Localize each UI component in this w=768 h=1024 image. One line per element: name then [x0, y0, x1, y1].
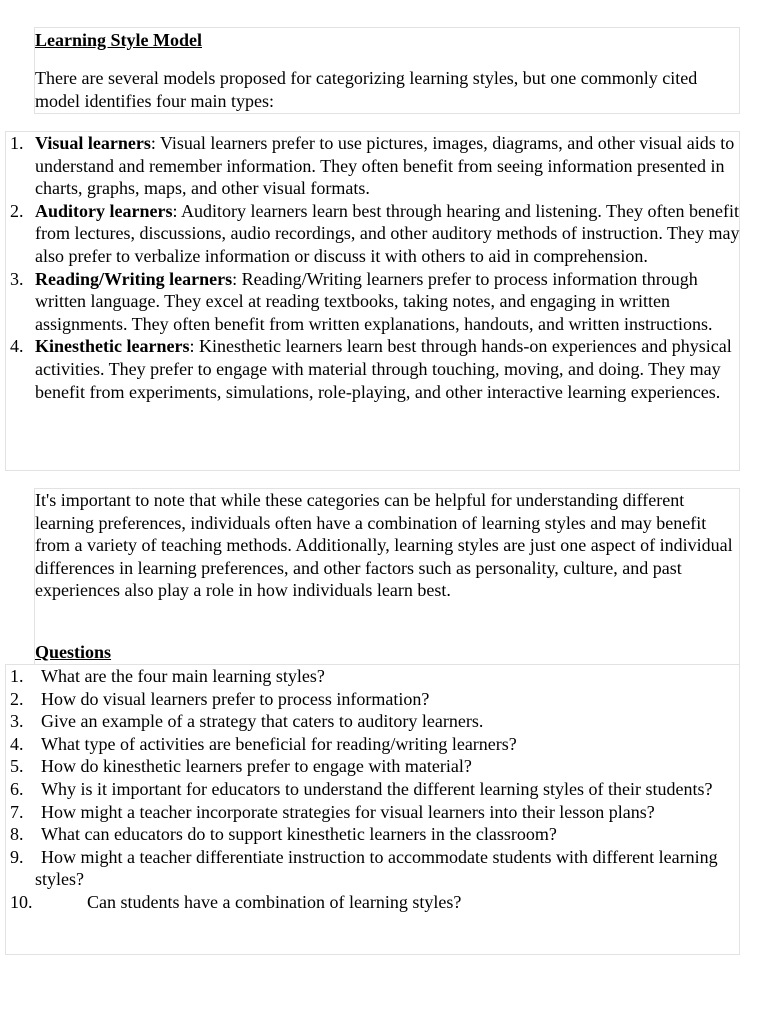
question-text: Why is it important for educators to understand the different learning styles of their students?	[41, 778, 713, 799]
question-number: 3.	[10, 711, 24, 732]
style-name: Auditory learners	[35, 200, 173, 221]
list-item	[0, 846, 740, 891]
question-number: 1.	[10, 666, 24, 686]
note-paragraph: It's important to note that while these categories can be helpful for understanding different learning preferences, individuals often have a combination of learning styles and may benefit from a variety of teaching methods. Additionally, learning styles are just one aspect of individual differences in learning preferences, and other factors such as personality, culture, and past experiences also play a role in how individuals learn best.	[35, 490, 733, 601]
list-item	[0, 778, 740, 801]
question-number: 2.	[10, 688, 24, 709]
style-description: : Kinesthetic learners learn best through hands-on experiences and physical activities. They prefer to engage with material through touching, moving, and doing. They may benefit from experiments, simulations, role-playing, and other interactive learning experiences.	[35, 336, 732, 402]
list-item	[0, 132, 740, 200]
item-number: 4.	[10, 336, 24, 357]
list-item	[0, 710, 740, 733]
style-description: : Visual learners prefer to use pictures, images, diagrams, and other visual aids to understand and remember information. They often benefit from seeing information presented in charts, graphs, maps, and other visual formats.	[35, 133, 735, 199]
question-text: What are the four main learning styles?	[41, 666, 325, 686]
question-text: How might a teacher differentiate instruction to accommodate students with different learning styles?	[35, 846, 718, 890]
list-item	[0, 891, 740, 914]
list-item	[0, 335, 740, 403]
style-name: Reading/Writing learners	[35, 268, 233, 289]
question-text: Can students have a combination of learning styles?	[87, 891, 462, 912]
questions-heading: Questions	[35, 642, 112, 662]
item-number: 1.	[10, 133, 24, 153]
question-text: How do visual learners prefer to process information?	[41, 688, 430, 709]
learning-styles-list	[0, 132, 740, 403]
list-item	[0, 200, 740, 268]
item-number: 3.	[10, 268, 24, 289]
question-number: 8.	[10, 824, 24, 845]
style-name: Visual learners	[35, 133, 151, 153]
item-number: 2.	[10, 200, 24, 221]
question-text: What can educators do to support kinesthetic learners in the classroom?	[41, 824, 557, 845]
list-item	[0, 801, 740, 824]
question-number: 9.	[10, 846, 24, 867]
question-number: 6.	[10, 778, 24, 799]
question-text: Give an example of a strategy that caters to auditory learners.	[41, 711, 484, 732]
question-number: 5.	[10, 756, 24, 777]
question-text: What type of activities are beneficial for reading/writing learners?	[41, 733, 517, 754]
list-item	[0, 688, 740, 711]
style-name: Kinesthetic learners	[35, 336, 190, 357]
document-title: Learning Style Model	[35, 30, 202, 50]
style-description: : Reading/Writing learners prefer to process information through written language. They excel at reading textbooks, taking notes, and engaging in written assignments. They often benefit from written explanations, handouts, and written instructions.	[35, 268, 713, 334]
question-text: How might a teacher incorporate strategies for visual learners into their lesson plans?	[41, 801, 655, 822]
list-item	[0, 665, 740, 688]
list-item	[0, 268, 740, 336]
question-number: 10.	[10, 891, 33, 912]
question-text: How do kinesthetic learners prefer to engage with material?	[41, 756, 472, 777]
questions-list	[0, 665, 740, 914]
list-item	[0, 823, 740, 846]
question-number: 4.	[10, 733, 24, 754]
question-number: 7.	[10, 801, 24, 822]
list-item	[0, 755, 740, 778]
style-description: : Auditory learners learn best through hearing and listening. They often benefit from lectures, discussions, audio recordings, and other auditory methods of instruction. They may also prefer to verbalize information or discuss it with others to aid in comprehension.	[35, 200, 740, 266]
intro-paragraph: There are several models proposed for categorizing learning styles, but one commonly cited model identifies four main types:	[35, 68, 698, 111]
list-item	[0, 733, 740, 756]
